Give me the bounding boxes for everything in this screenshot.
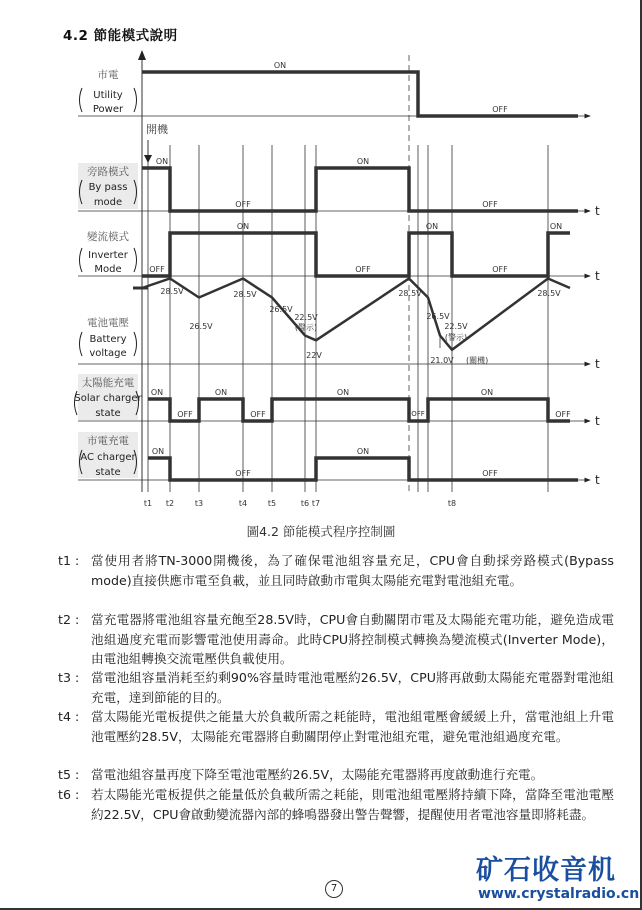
waveform-solar bbox=[148, 399, 570, 421]
state-label-off: OFF bbox=[482, 200, 498, 209]
state-label-on: ON bbox=[150, 388, 164, 397]
left-paren bbox=[80, 248, 83, 272]
time-axis-label: t bbox=[595, 414, 600, 428]
paragraph-tag: t1 : bbox=[58, 553, 80, 568]
state-label-off: OFF bbox=[235, 200, 251, 209]
time-label-t2: t2 bbox=[165, 499, 175, 508]
voltage-annotation: 22V bbox=[306, 351, 322, 360]
time-axis-label: t bbox=[595, 473, 600, 487]
row-label-en: mode bbox=[93, 197, 123, 208]
voltage-annotation: 28.5V bbox=[160, 287, 184, 296]
time-label-t3: t3 bbox=[194, 499, 204, 508]
waveform-ac bbox=[148, 458, 578, 480]
state-label-on: ON bbox=[336, 388, 350, 397]
state-label-on: ON bbox=[273, 61, 287, 70]
voltage-annotation: 28.5V bbox=[537, 289, 561, 298]
state-label-off: OFF bbox=[492, 265, 508, 274]
row-label-cn: 旁路模式 bbox=[87, 166, 129, 178]
time-label-t4: t4 bbox=[238, 499, 248, 508]
power-on-arrow-icon bbox=[144, 155, 152, 163]
time-label-t8: t8 bbox=[447, 499, 457, 508]
watermark-url: www.crystalradio.cn bbox=[478, 886, 640, 902]
figure-caption: 圖4.2 節能模式程序控制圖 bbox=[246, 524, 396, 539]
waveform-utility bbox=[142, 72, 578, 116]
time-axis-label: t bbox=[595, 269, 600, 283]
row-label-en: Power bbox=[92, 104, 124, 115]
state-label-on: ON bbox=[236, 222, 250, 231]
voltage-annotation: 21.0V bbox=[430, 356, 454, 365]
paragraph-tag: t4 : bbox=[58, 709, 80, 724]
voltage-annotation: 28.5V bbox=[233, 290, 257, 299]
paragraph-tag: t2 : bbox=[58, 612, 80, 627]
state-label-on: ON bbox=[356, 157, 370, 166]
voltage-annotation: 26.5V bbox=[426, 312, 450, 321]
row-label-en: Inverter bbox=[88, 250, 128, 261]
state-label-off: OFF bbox=[355, 265, 371, 274]
right-paren bbox=[134, 88, 137, 112]
paragraph-t1 bbox=[58, 551, 614, 590]
state-label-off: OFF bbox=[411, 410, 425, 418]
paragraph-text: 當電池組容量消耗至約剩90%容量時電池電壓約26.5V，CPU將再啟動太陽能充電器對電池組充電，達到節能的目的。 bbox=[91, 670, 614, 705]
row-label-cn: 市電充電 bbox=[87, 435, 129, 447]
time-axis-label: t bbox=[595, 357, 600, 371]
state-label-on: ON bbox=[356, 447, 370, 456]
power-on-label: 開機 bbox=[146, 123, 168, 136]
row-label-en: voltage bbox=[89, 348, 127, 359]
row-label-en: AC charger bbox=[80, 452, 136, 463]
row-label-en: state bbox=[95, 467, 121, 478]
page-number: 7 bbox=[325, 880, 343, 898]
paragraph-t6 bbox=[58, 785, 614, 824]
voltage-annotation: 22.5V bbox=[294, 313, 318, 322]
row-label-en: Mode bbox=[94, 264, 122, 275]
right-paren bbox=[134, 248, 137, 272]
paragraph-t4 bbox=[58, 707, 614, 746]
paragraph-text: 當充電器將電池組容量充飽至28.5V時，CPU會自動關閉市電及太陽能充電功能，避免造成電池組過度充電而影響電池使用壽命。此時CPU將控制模式轉換為變流模式(Inverter Mode)，由電池組轉換交流電壓供負載使用。 bbox=[91, 612, 614, 666]
voltage-annotation: (關機) bbox=[466, 356, 489, 365]
time-label-t6: t6 bbox=[300, 499, 310, 508]
state-label-off: OFF bbox=[177, 410, 193, 419]
row-label-cn: 電池電壓 bbox=[87, 317, 129, 329]
state-label-on: ON bbox=[425, 222, 439, 231]
battery-voltage-line bbox=[142, 279, 570, 350]
state-label-off: OFF bbox=[149, 265, 165, 274]
voltage-annotation: 26.5V bbox=[269, 305, 293, 314]
watermark-brand: 矿石收音机 bbox=[476, 855, 616, 886]
paragraph-tag: t6 : bbox=[58, 787, 80, 802]
row-label-en: state bbox=[95, 408, 121, 419]
paragraph-text: 當電池組容量再度下降至電池電壓約26.5V，太陽能充電器將再度啟動進行充電。 bbox=[91, 767, 544, 782]
row-label-en: Battery bbox=[89, 334, 127, 345]
state-label-on: ON bbox=[151, 447, 165, 456]
paragraph-tag: t5 : bbox=[58, 767, 80, 782]
state-label-off: OFF bbox=[235, 469, 251, 478]
state-label-on: ON bbox=[480, 388, 494, 397]
state-label-on: ON bbox=[214, 388, 228, 397]
right-paren bbox=[134, 332, 137, 356]
time-label-t7: t7 bbox=[311, 499, 321, 508]
time-label-t1: t1 bbox=[143, 499, 153, 508]
voltage-annotation: (警示) bbox=[294, 323, 318, 332]
paragraph-t5 bbox=[58, 765, 614, 785]
state-label-off: OFF bbox=[555, 410, 571, 419]
voltage-annotation: 22.5V bbox=[444, 322, 468, 331]
time-label-t5: t5 bbox=[267, 499, 277, 508]
voltage-annotation: (警示) bbox=[444, 333, 468, 342]
row-label-en: By pass bbox=[88, 182, 128, 193]
axis-arrow-icon bbox=[138, 50, 146, 60]
left-paren bbox=[80, 88, 83, 112]
paragraph-t2 bbox=[58, 610, 614, 669]
waveform-bypass bbox=[142, 168, 578, 211]
state-label-off: OFF bbox=[250, 410, 266, 419]
paragraph-t3 bbox=[58, 668, 614, 707]
row-label-en: Utility bbox=[93, 90, 123, 101]
voltage-annotation: 26.5V bbox=[189, 322, 213, 331]
paragraph-text: 若太陽能光電板提供之能量低於負載所需之耗能，則電池組電壓將持續下降，當降至電池電壓約22.5V，CPU會啟動變流器內部的蜂鳴器發出警告聲響，提醒使用者電池容量即將耗盡。 bbox=[91, 787, 614, 822]
state-label-on: ON bbox=[549, 222, 563, 231]
row-label-cn: 變流模式 bbox=[87, 231, 129, 243]
paragraph-text: 當太陽能光電板提供之能量大於負載所需之耗能時，電池組電壓會緩緩上升，當電池組上升電池電壓約28.5V，太陽能充電器將自動關閉停止對電池組充電，避免電池組過度充電。 bbox=[91, 709, 614, 744]
row-label-cn: 太陽能充電 bbox=[81, 377, 135, 389]
left-paren bbox=[80, 332, 83, 356]
paragraph-tag: t3 : bbox=[58, 670, 80, 685]
row-label-cn: 市電 bbox=[97, 69, 119, 81]
state-label-on: ON bbox=[155, 157, 169, 166]
state-label-off: OFF bbox=[492, 105, 508, 114]
state-label-off: OFF bbox=[482, 469, 498, 478]
time-axis-label: t bbox=[595, 204, 600, 218]
section-title: 4.2 節能模式說明 bbox=[63, 28, 178, 44]
paragraph-text: 當使用者將TN-3000開機後，為了確保電池組容量充足，CPU會自動採旁路模式(Bypass mode)直接供應市電至負載，並且同時啟動市電與太陽能充電對電池組充電。 bbox=[91, 553, 614, 588]
voltage-annotation: 28.5V bbox=[398, 289, 422, 298]
row-label-en: Solar charger bbox=[74, 393, 142, 404]
